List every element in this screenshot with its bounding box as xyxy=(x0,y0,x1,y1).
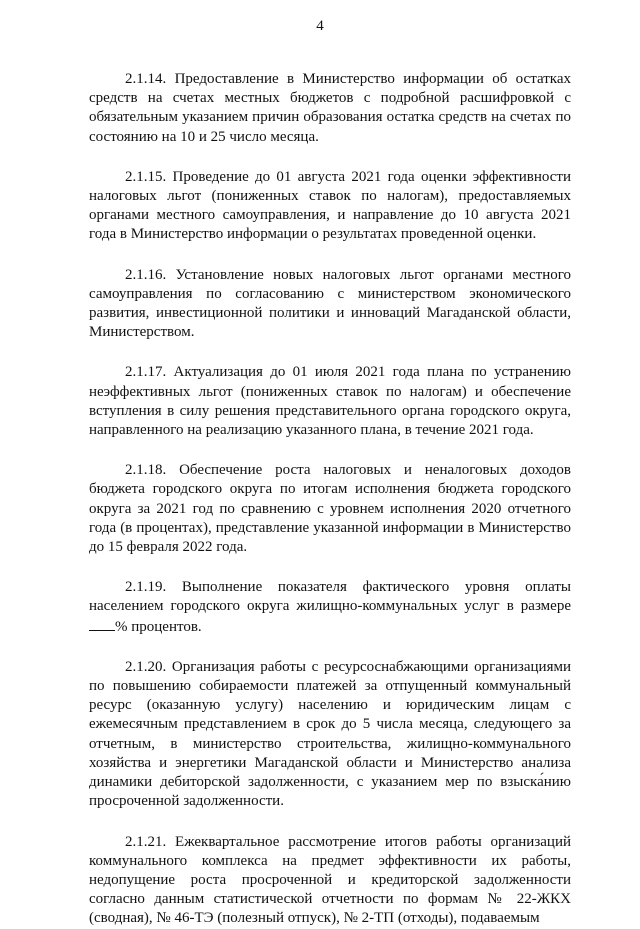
clause-2-1-20: 2.1.20. Организация работы с ресурсоснабжающими организациями по повышению собираемости платежей за отпущенный коммунальный ресурс (оказанную услугу) населению и юридическим лицам с ежемесячным представлением в срок до 5 числа месяца, следующего за отчетным, в министерство строительства, жилищно-коммунального хозяйства и энергетики Магаданской области и Министерство анализа динамики дебиторской задолженности, с указанием мер по взыска́нию просроченной задолженности. xyxy=(89,658,571,810)
document-body xyxy=(89,70,571,929)
clause-2-1-19-suffix: % процентов. xyxy=(115,618,202,635)
clause-2-1-18: 2.1.18. Обеспечение роста налоговых и неналоговых доходов бюджета городского округа по итогам исполнения бюджета городского округа за 2021 год по сравнению с уровнем исполнения 2020 отчетного года (в процентах), представление указанной информации в Министерство до 15 февраля 2022 года. xyxy=(89,462,571,556)
clause-2-1-15: 2.1.15. Проведение до 01 августа 2021 года оценки эффективности налоговых льгот (пониженных ставок по налогам), предоставляемых органами местного самоуправления, и направление до 10 августа 2021 года в Министерство информации о результатах проведенной оценки. xyxy=(89,168,571,243)
clause-2-1-21: 2.1.21. Ежеквартальное рассмотрение итогов работы организаций коммунального комплекса на предмет эффективности их работы, недопущение роста просроченной и кредиторской задолженности согласно данным статистической отчетности по формам № 22-ЖКХ (сводная), № 46-ТЭ (полезный отпуск), № 2-ТП (отходы), подаваемым xyxy=(89,833,571,927)
page-number: 4 xyxy=(316,18,324,34)
clause-2-1-19 xyxy=(89,578,571,637)
clause-2-1-16: 2.1.16. Установление новых налоговых льгот органами местного самоуправления по согласованию с министерством экономического развития, инвестиционной политики и инноваций Магаданской области, Министерством. xyxy=(89,266,571,341)
clause-2-1-17: 2.1.17. Актуализация до 01 июля 2021 года плана по устранению неэффективных льгот (пониженных ставок по налогам) и обеспечение вступления в силу решения представительного органа городского округа, направленного на реализацию указанного плана, в течение 2021 года. xyxy=(89,364,571,439)
fill-in-blank xyxy=(89,617,115,631)
clause-2-1-14: 2.1.14. Предоставление в Министерство информации об остатках средств на счетах местных бюджетов с подробной расшифровкой с обязательным указанием причин образования остатка средств на счетах по состоянию на 10 и 25 число месяца. xyxy=(89,71,571,145)
clause-2-1-19-text: 2.1.19. Выполнение показателя фактического уровня оплаты населением городского округа жилищно-коммунальных услуг в размере xyxy=(89,579,571,615)
